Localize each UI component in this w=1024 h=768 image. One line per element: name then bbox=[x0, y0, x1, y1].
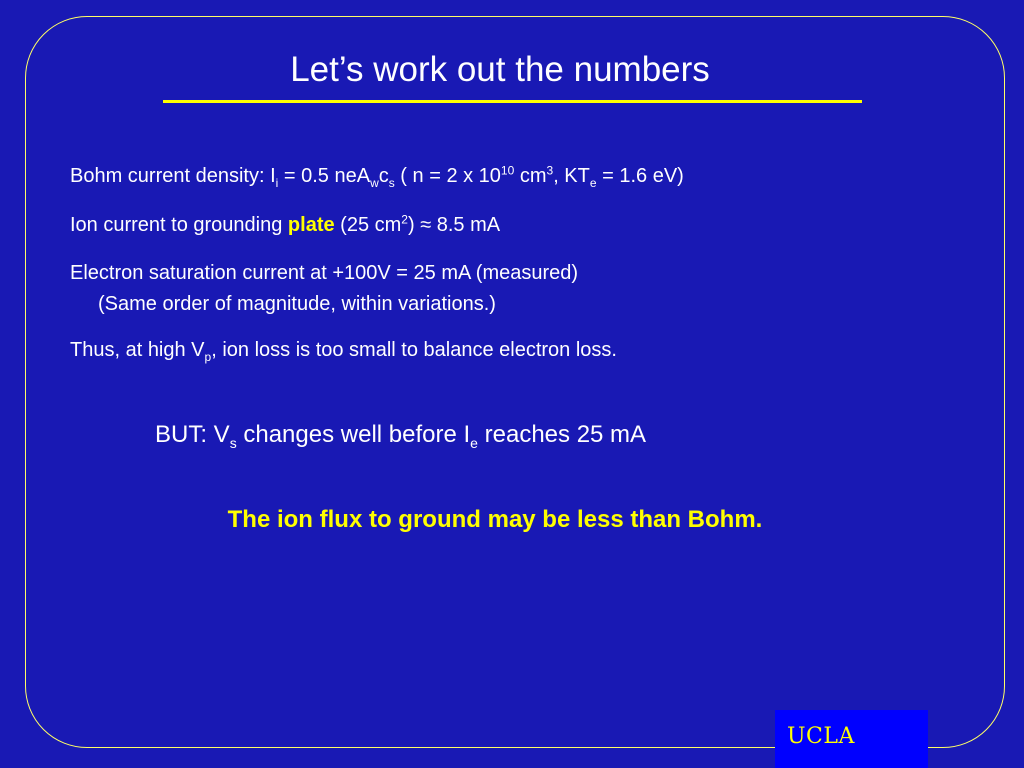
ion-current-text: Ion current to grounding bbox=[70, 214, 288, 236]
params-density: ( n = 2 x 10 bbox=[394, 165, 501, 187]
subscript-p: p bbox=[204, 350, 212, 364]
but-middle: changes well before I bbox=[236, 421, 471, 448]
bohm-label: Bohm current density: I bbox=[70, 165, 276, 187]
ucla-badge bbox=[775, 710, 928, 768]
subscript-w: w bbox=[370, 176, 379, 190]
but-end: reaches 25 mA bbox=[477, 421, 647, 448]
params-kt: , KT bbox=[553, 165, 590, 187]
thus-rest: , ion loss is too small to balance electron loss. bbox=[211, 339, 617, 361]
subscript-i: i bbox=[275, 176, 279, 190]
ion-current-value: ) ≈ 8.5 mA bbox=[407, 214, 501, 236]
superscript-2: 2 bbox=[401, 212, 408, 227]
params-cm: cm bbox=[514, 165, 547, 187]
ucla-logo-text: UCLA bbox=[787, 724, 855, 749]
thus-text: Thus, at high V bbox=[70, 339, 205, 361]
but-statement bbox=[155, 421, 647, 451]
superscript-10: 10 bbox=[500, 163, 515, 178]
title-underline bbox=[163, 100, 862, 103]
params-ev: = 1.6 eV) bbox=[596, 165, 684, 187]
slide-title: Let’s work out the numbers bbox=[290, 50, 710, 89]
subscript-e: e bbox=[589, 176, 597, 190]
ion-current-line bbox=[70, 212, 501, 236]
thus-line bbox=[70, 339, 617, 364]
electron-saturation-line: Electron saturation current at +100V = 25 mA (measured) bbox=[70, 262, 579, 284]
bohm-current-line bbox=[70, 163, 684, 190]
slide-frame bbox=[25, 16, 1005, 748]
but-subscript-e: e bbox=[470, 434, 478, 451]
electron-saturation-note: (Same order of magnitude, within variations.) bbox=[98, 293, 496, 315]
but-text: BUT: V bbox=[155, 421, 230, 448]
bohm-equation: = 0.5 neA bbox=[278, 165, 371, 187]
but-subscript-s: s bbox=[229, 434, 237, 451]
plate-highlight: plate bbox=[287, 214, 335, 236]
subscript-s: s bbox=[388, 176, 395, 190]
superscript-3: 3 bbox=[546, 163, 554, 178]
ion-current-area: (25 cm bbox=[334, 214, 402, 236]
bohm-c: c bbox=[378, 165, 389, 187]
conclusion-text: The ion flux to ground may be less than Bohm. bbox=[227, 506, 763, 533]
